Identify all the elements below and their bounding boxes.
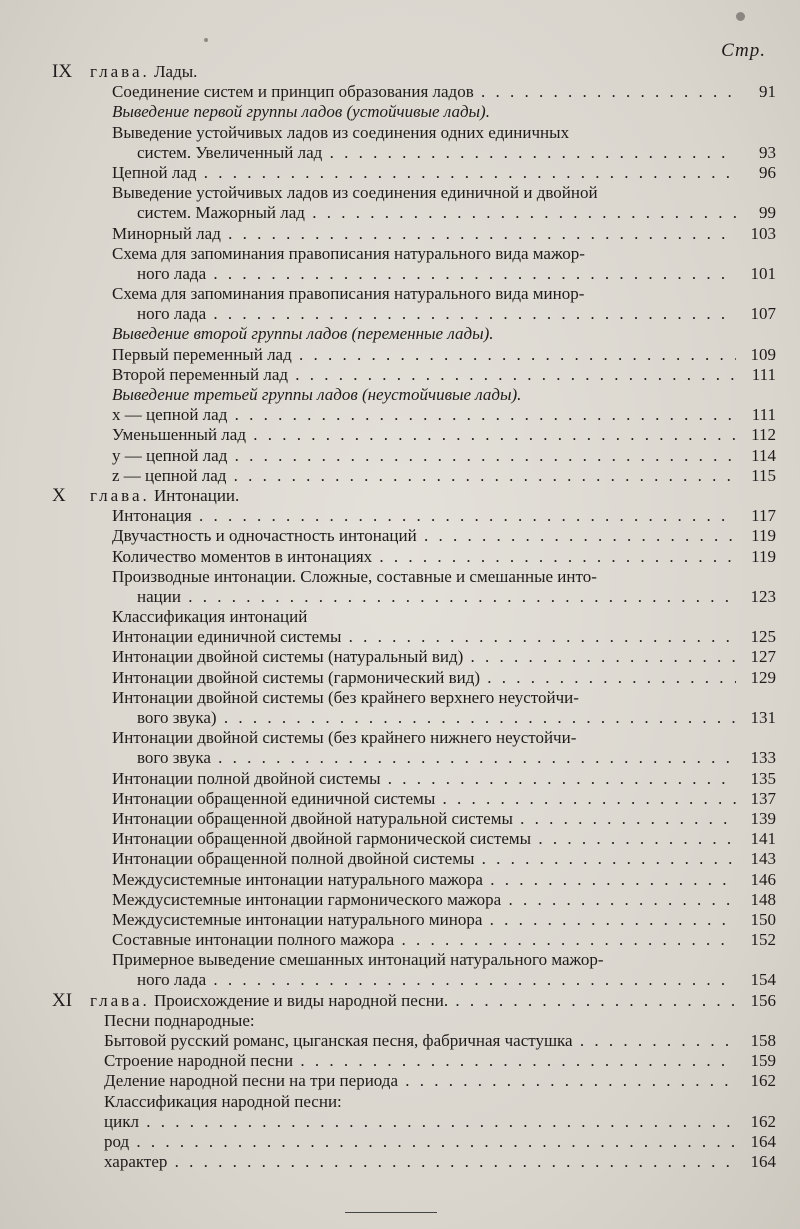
toc-entry — [0, 1112, 800, 1132]
ink-spot — [736, 12, 745, 21]
entry-title: Интонации двойной системы (гармонический вид) . . . — [112, 668, 736, 688]
page-number: 156 — [750, 990, 776, 1010]
toc-entry — [0, 1071, 800, 1091]
page-number: 91 — [759, 82, 776, 102]
toc-entry — [0, 769, 800, 789]
entry-title: ного лада . . . — [137, 304, 736, 324]
toc-entry — [0, 910, 800, 930]
toc-entry — [0, 607, 800, 627]
entry-title: Интонации двойной системы (натуральный вид) . . . — [112, 647, 736, 667]
entry-title: Выведение устойчивых ладов из соединения единичной и двойной — [112, 183, 598, 203]
toc-entry — [0, 446, 800, 466]
toc-chapter-row — [0, 486, 800, 506]
page-number: 114 — [751, 445, 776, 465]
entry-title: Песни поднародные: — [104, 1010, 255, 1030]
page-number: 150 — [750, 909, 776, 929]
page-number: 164 — [750, 1131, 776, 1151]
entry-title: Второй переменный лад . . . — [112, 365, 736, 385]
toc-entry — [0, 1152, 800, 1172]
entry-title: Междусистемные интонации натурального минора . . . — [112, 910, 736, 930]
page-number: 131 — [750, 708, 776, 727]
chapter-word: глава. — [90, 485, 150, 505]
entry-title: z — цепной лад . . . — [112, 466, 736, 486]
chapter-number: XI — [52, 990, 73, 1011]
entry-title: Классификация народной песни: — [104, 1091, 342, 1111]
toc-entry — [0, 547, 800, 567]
page-number: 159 — [750, 1051, 776, 1071]
entry-title: Примерное выведение смешанных интонаций натурального мажор- — [112, 950, 604, 970]
toc-entry — [0, 1011, 800, 1031]
entry-title: Выведение первой группы ладов (устойчивые лады). — [112, 102, 490, 122]
chapter-heading — [52, 991, 736, 1011]
page-column-label: Стр. — [721, 40, 766, 61]
toc-entry — [0, 244, 800, 264]
entry-title: Интонации обращенной единичной системы . . . — [112, 789, 736, 809]
page-number: 111 — [751, 364, 776, 384]
entry-title: ного лада . . . — [137, 970, 736, 990]
page-number: 119 — [751, 546, 776, 566]
toc-entry — [0, 930, 800, 950]
entry-title: Схема для запоминания правописания натурального вида минор- — [112, 284, 585, 304]
toc-entry — [0, 385, 800, 405]
page-number: 139 — [750, 808, 776, 828]
page-number: 127 — [750, 647, 776, 667]
ink-spot — [204, 38, 208, 42]
toc-entry — [0, 466, 800, 486]
entry-title: Цепной лад . . . — [112, 163, 736, 183]
chapter-heading — [52, 486, 239, 506]
chapter-title: Интонации. — [154, 485, 240, 505]
page-number: 152 — [750, 930, 776, 950]
entry-title: Интонации обращенной полной двойной системы . . . — [112, 849, 736, 869]
entry-title: Строение народной песни . . . — [104, 1051, 736, 1071]
entry-title: род . . . — [104, 1132, 736, 1152]
page-number: 117 — [751, 506, 776, 526]
page-number: 162 — [750, 1071, 776, 1091]
entry-title: Первый переменный лад . . . — [112, 345, 736, 365]
entry-title: Минорный лад . . . — [112, 224, 736, 244]
toc-entry — [0, 143, 800, 163]
entry-title: Бытовой русский романс, цыганская песня, фабричная частушка . . . — [104, 1031, 736, 1051]
toc-entry — [0, 304, 800, 324]
toc-entry — [0, 627, 800, 647]
toc-entry — [0, 526, 800, 546]
toc-entry — [0, 163, 800, 183]
toc-entry — [0, 647, 800, 667]
page-number: 154 — [750, 970, 776, 990]
toc-entry — [0, 203, 800, 223]
toc-chapter-row — [0, 991, 800, 1011]
entry-title: Выведение устойчивых ладов из соединения одних единичных — [112, 122, 570, 142]
entry-title: Междусистемные интонации натурального мажора . . . — [112, 870, 736, 890]
toc-entry — [0, 1051, 800, 1071]
entry-title: Двучастность и одночастность интонаций . . . — [112, 526, 736, 546]
page-number: 148 — [750, 889, 776, 909]
footer-rule — [345, 1212, 437, 1213]
page-number: 137 — [750, 788, 776, 808]
entry-title: Интонации обращенной двойной натуральной системы . . . — [112, 809, 736, 829]
toc-entry — [0, 567, 800, 587]
page-number: 123 — [750, 586, 776, 606]
page-number: 115 — [751, 465, 776, 485]
toc-entry — [0, 708, 800, 728]
chapter-number: IX — [52, 61, 73, 82]
entry-title: вого звука . . . — [137, 748, 736, 768]
page-number: 125 — [750, 627, 776, 647]
page-number: 133 — [750, 748, 776, 768]
entry-title: Количество моментов в интонациях . . . — [112, 547, 736, 567]
chapter-heading — [52, 62, 197, 82]
page-number: 103 — [750, 223, 776, 243]
chapter-word: глава. — [90, 62, 150, 81]
page-number: 129 — [750, 667, 776, 687]
toc-entry — [0, 123, 800, 143]
entry-title: y — цепной лад . . . — [112, 446, 736, 466]
entry-title: x — цепной лад . . . — [112, 405, 736, 425]
toc-entry — [0, 82, 800, 102]
entry-title: Уменьшенный лад . . . — [112, 425, 736, 445]
toc-entry — [0, 506, 800, 526]
page-number: 96 — [759, 162, 776, 182]
toc-entry — [0, 1031, 800, 1051]
toc-entry — [0, 102, 800, 122]
entry-title: Классификация интонаций — [112, 607, 308, 627]
entry-title: Интонации двойной системы (без крайнего нижнего неустойчи- — [112, 728, 577, 748]
page-number: 162 — [750, 1111, 776, 1131]
table-of-contents — [0, 62, 800, 1172]
page-number: 109 — [750, 344, 776, 364]
page-number: 101 — [750, 263, 776, 283]
toc-entry — [0, 405, 800, 425]
entry-title: Междусистемные интонации гармонического мажора . . . — [112, 890, 736, 910]
entry-title: ного лада . . . — [137, 264, 736, 284]
toc-entry — [0, 284, 800, 304]
toc-entry — [0, 970, 800, 990]
entry-title: нации . . . — [137, 587, 736, 607]
entry-title: Составные интонации полного мажора . . . — [112, 930, 736, 950]
page-number: 112 — [751, 425, 776, 445]
entry-title: систем. Увеличенный лад . . . — [137, 143, 736, 163]
toc-entry — [0, 324, 800, 344]
entry-title: Интонации двойной системы (без крайнего верхнего неустойчи- — [112, 687, 579, 707]
toc-entry — [0, 890, 800, 910]
entry-title: Выведение второй группы ладов (переменные лады). — [112, 324, 494, 344]
entry-title: вого звука) . . . — [137, 708, 736, 728]
entry-title: характер . . . — [104, 1152, 736, 1172]
entry-title: систем. Мажорный лад . . . — [137, 203, 736, 223]
page-number: 158 — [750, 1031, 776, 1050]
toc-entry — [0, 748, 800, 768]
toc-entry — [0, 425, 800, 445]
entry-title: Интонации полной двойной системы . . . — [112, 769, 736, 789]
entry-title: Интонации единичной системы . . . — [112, 627, 736, 647]
page-number: 141 — [750, 829, 776, 849]
page-number: 111 — [751, 405, 776, 425]
toc-entry — [0, 183, 800, 203]
chapter-title: Происхождение и виды народной песни. — [154, 990, 449, 1010]
toc-entry — [0, 1132, 800, 1152]
page-number: 135 — [750, 768, 776, 788]
chapter-title: Лады. — [154, 62, 198, 81]
toc-entry — [0, 688, 800, 708]
entry-title: Схема для запоминания правописания натурального вида мажор- — [112, 243, 585, 263]
toc-entry — [0, 264, 800, 284]
toc-entry — [0, 728, 800, 748]
toc-entry — [0, 870, 800, 890]
toc-chapter-row — [0, 62, 800, 82]
page-number: 119 — [751, 526, 776, 546]
toc-entry — [0, 365, 800, 385]
entry-title: Интонации обращенной двойной гармонической системы . . . — [112, 829, 736, 849]
toc-entry — [0, 345, 800, 365]
entry-title: цикл . . . — [104, 1112, 736, 1132]
toc-entry — [0, 1092, 800, 1112]
page-number: 107 — [750, 304, 776, 324]
page-number: 99 — [759, 203, 776, 223]
toc-entry — [0, 224, 800, 244]
page-number: 146 — [750, 869, 776, 889]
page-number: 143 — [750, 849, 776, 869]
toc-entry — [0, 668, 800, 688]
entry-title: Соединение систем и принцип образования ладов . . . — [112, 82, 736, 102]
toc-entry — [0, 587, 800, 607]
page-number: 93 — [759, 142, 776, 162]
toc-entry — [0, 829, 800, 849]
entry-title: Деление народной песни на три периода . . . — [104, 1071, 736, 1091]
page-number: 164 — [750, 1152, 776, 1172]
entry-title: Производные интонации. Сложные, составные и смешанные инто- — [112, 566, 597, 586]
chapter-number: X — [52, 484, 66, 506]
toc-entry — [0, 950, 800, 970]
toc-entry — [0, 849, 800, 869]
entry-title: Выведение третьей группы ладов (неустойчивые лады). — [112, 385, 522, 404]
toc-entry — [0, 789, 800, 809]
toc-entry — [0, 809, 800, 829]
entry-title: Интонация . . . — [112, 506, 736, 526]
chapter-word: глава. — [90, 990, 150, 1010]
